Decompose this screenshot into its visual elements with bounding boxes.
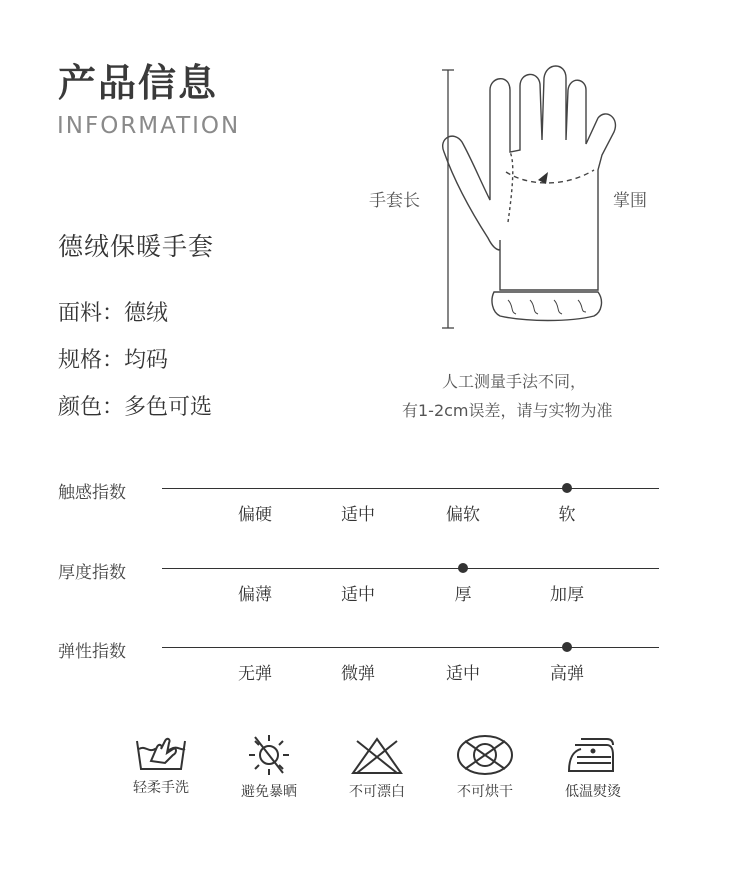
spec-label: 规格：	[58, 348, 125, 373]
scale-option: 厚	[454, 585, 472, 605]
scale-line	[162, 647, 659, 648]
page-title: 产品信息	[58, 61, 219, 105]
care-label: 不可漂白	[349, 784, 405, 800]
care-no-tumble-dry	[440, 733, 530, 801]
no-sun-icon	[239, 733, 299, 777]
scale-option: 适中	[446, 664, 480, 684]
low-iron-icon	[563, 733, 623, 777]
scale-option: 适中	[341, 505, 375, 525]
scale-option: 偏硬	[238, 505, 272, 525]
spec-value: 多色可选	[124, 395, 213, 420]
scale-label: 弹性指数	[58, 642, 126, 662]
care-no-bleach	[332, 733, 422, 801]
scale-marker	[562, 642, 572, 652]
scale-option: 偏软	[446, 505, 480, 525]
scale-line	[162, 488, 659, 489]
scale-option: 偏薄	[238, 585, 272, 605]
product-name: 德绒保暖手套	[58, 232, 215, 261]
hand-wash-icon	[131, 733, 191, 773]
spec-value: 均码	[124, 348, 169, 373]
spec-color	[58, 390, 212, 421]
scale-marker	[562, 483, 572, 493]
spec-size	[58, 343, 168, 374]
care-label: 不可烘干	[457, 784, 513, 800]
scale-option: 适中	[341, 585, 375, 605]
glove-illustration	[430, 60, 630, 340]
no-tumble-dry-icon	[455, 733, 515, 777]
scale-marker	[458, 563, 468, 573]
measurement-note-line2: 有1-2cm误差，请与实物为准	[402, 401, 613, 420]
glove-outline	[443, 66, 616, 321]
spec-label: 颜色：	[58, 395, 125, 420]
palm-circumference-label: 掌围	[613, 191, 647, 211]
glove-length-label: 手套长	[369, 191, 420, 211]
length-dimension-line	[442, 70, 454, 328]
care-low-iron	[548, 733, 638, 801]
care-hand-wash	[116, 733, 206, 797]
spec-fabric	[58, 296, 168, 327]
scale-option: 加厚	[550, 585, 584, 605]
spec-label: 面料：	[58, 301, 125, 326]
scale-line	[162, 568, 659, 569]
scale-label: 触感指数	[58, 483, 126, 503]
care-label: 避免暴晒	[241, 784, 297, 800]
spec-value: 德绒	[124, 301, 169, 326]
scale-option: 高弹	[550, 664, 584, 684]
scale-option: 微弹	[341, 664, 375, 684]
care-label: 轻柔手洗	[133, 780, 189, 796]
scale-label: 厚度指数	[58, 563, 126, 583]
scale-option: 无弹	[238, 664, 272, 684]
measurement-note-line1: 人工测量手法不同，	[442, 372, 587, 391]
care-no-sun	[224, 733, 314, 801]
no-bleach-icon	[347, 733, 407, 777]
page-subtitle: INFORMATION	[57, 113, 241, 139]
care-label: 低温熨烫	[565, 784, 621, 800]
scale-option: 软	[558, 505, 576, 525]
arrow-icon	[538, 172, 548, 184]
